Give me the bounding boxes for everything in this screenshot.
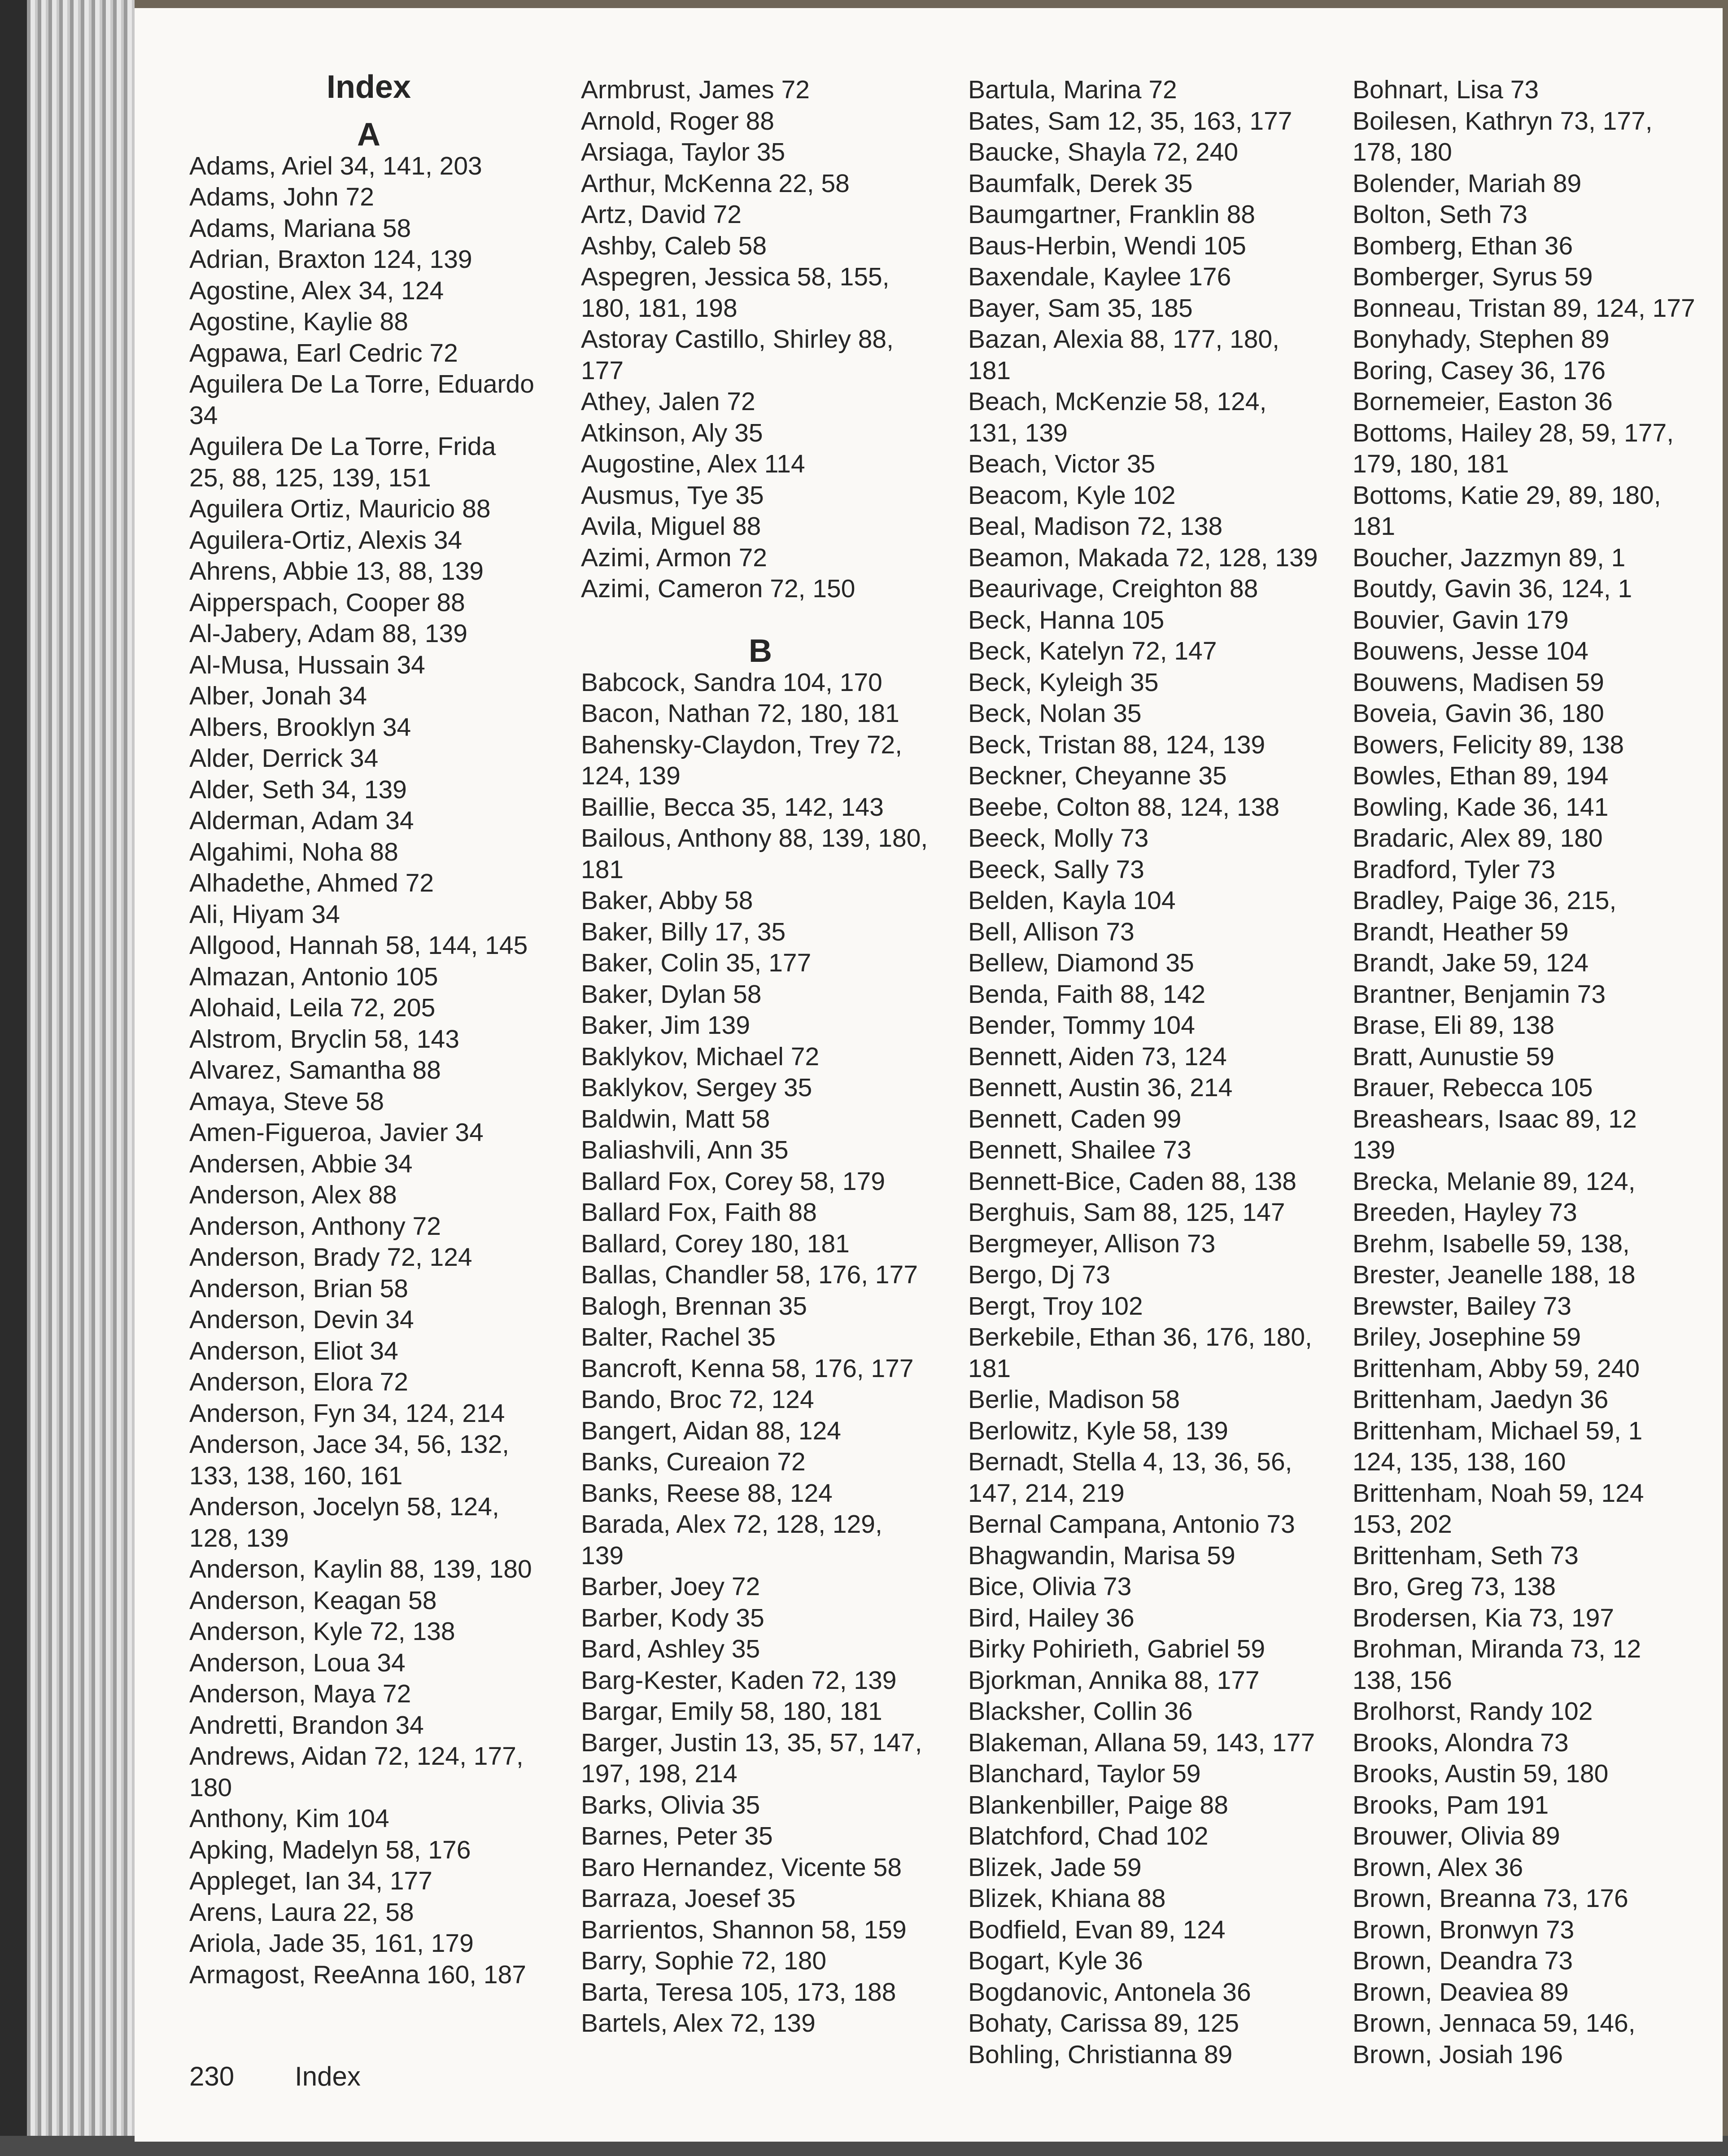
index-entry: Brown, Deaviea 89 [1353,1977,1569,2007]
index-entry: Barg-Kester, Kaden 72, 139 [581,1666,897,1695]
index-entry: Brooks, Alondra 73 [1353,1728,1569,1757]
index-entry: Bratt, Aunustie 59 [1353,1042,1554,1071]
index-entry: Anderson, Keagan 58 [189,1586,437,1615]
index-entry: Bodfield, Evan 89, 124 [968,1915,1226,1944]
index-entry: Baker, Colin 35, 177 [581,949,812,977]
index-entry: Alhadethe, Ahmed 72 [189,869,434,897]
index-entry: Bottoms, Katie 29, 89, 180, [1353,481,1661,510]
index-entry: Briley, Josephine 59 [1353,1323,1581,1351]
index-entry: 181 [968,356,1011,385]
index-entry: 138, 156 [1353,1666,1452,1695]
index-entry: Brittenham, Abby 59, 240 [1353,1354,1640,1383]
index-entry: Blizek, Jade 59 [968,1853,1142,1882]
index-entry: Beamon, Makada 72, 128, 139 [968,543,1318,572]
index-entry: Ahrens, Abbie 13, 88, 139 [189,557,484,586]
index-entry: Bergo, Dj 73 [968,1260,1110,1289]
index-entry: 25, 88, 125, 139, 151 [189,463,431,492]
index-entry: Brohman, Miranda 73, 12 [1353,1635,1641,1663]
index-entry: Anderson, Jocelyn 58, 124, [189,1492,499,1521]
index-entry: Bornemeier, Easton 36 [1353,387,1613,416]
index-entry: Armagost, ReeAnna 160, 187 [189,1960,526,1989]
index-entry: Ausmus, Tye 35 [581,481,764,510]
index-entry: Alstrom, Bryclin 58, 143 [189,1024,459,1054]
index-entry: Bergt, Troy 102 [968,1291,1143,1321]
index-entry: Bangert, Aidan 88, 124 [581,1416,841,1445]
index-entry: Bro, Greg 73, 138 [1353,1572,1556,1601]
index-entry: Brecka, Melanie 89, 124, [1353,1167,1636,1196]
index-entry: Bowles, Ethan 89, 194 [1353,761,1609,790]
index-entry: Arnold, Roger 88 [581,106,774,136]
index-entry: Anderson, Devin 34 [189,1305,414,1334]
index-entry: Brown, Jennaca 59, 146, [1353,2009,1636,2038]
index-entry: Bargar, Emily 58, 180, 181 [581,1697,882,1726]
index-entry: Bernal Campana, Antonio 73 [968,1510,1295,1539]
index-entry: Alohaid, Leila 72, 205 [189,993,436,1022]
index-entry: Anderson, Brian 58 [189,1274,408,1303]
index-entry: Aipperspach, Cooper 88 [189,588,465,617]
index-entry: Bergmeyer, Allison 73 [968,1229,1216,1258]
index-entry: Berlie, Madison 58 [968,1385,1180,1414]
index-entry: Brandt, Jake 59, 124 [1353,949,1589,977]
index-entry: Anderson, Maya 72 [189,1679,411,1708]
index-entry: Ballas, Chandler 58, 176, 177 [581,1260,918,1289]
index-entry: Appleget, Ian 34, 177 [189,1867,432,1895]
index-entry: Baucke, Shayla 72, 240 [968,138,1239,166]
index-entry: Brooks, Austin 59, 180 [1353,1759,1609,1788]
index-entry: Bowling, Kade 36, 141 [1353,792,1609,822]
index-entry: Almazan, Antonio 105 [189,962,438,991]
index-entry: Beal, Madison 72, 138 [968,512,1223,541]
index-entry: Anderson, Anthony 72 [189,1211,441,1241]
index-entry: Brown, Breanna 73, 176 [1353,1884,1628,1913]
index-entry: Beck, Tristan 88, 124, 139 [968,730,1265,759]
index-column-2 [581,74,940,2039]
index-entry: Arens, Laura 22, 58 [189,1898,414,1927]
index-entry: Bice, Olivia 73 [968,1572,1132,1601]
index-entry: Armbrust, James 72 [581,75,810,104]
index-entry: Brown, Alex 36 [1353,1853,1523,1882]
index-entry: 181 [581,855,624,884]
index-entry: Azimi, Cameron 72, 150 [581,574,855,603]
index-entry: Boucher, Jazzmyn 89, 1 [1353,543,1626,572]
index-entry: Baklykov, Michael 72 [581,1042,820,1071]
index-entry: Brown, Deandra 73 [1353,1946,1573,1975]
index-entry: Anthony, Kim 104 [189,1804,389,1833]
index-entry: Bogart, Kyle 36 [968,1946,1143,1975]
index-entry: Bennett, Aiden 73, 124 [968,1042,1227,1071]
index-entry: Blatchford, Chad 102 [968,1822,1209,1850]
index-entry: Adrian, Braxton 124, 139 [189,245,472,274]
index-entry: Bazan, Alexia 88, 177, 180, [968,325,1280,354]
index-entry: Bouwens, Jesse 104 [1353,637,1588,665]
index-entry: Belden, Kayla 104 [968,886,1176,915]
index-entry: Brester, Jeanelle 188, 18 [1353,1260,1636,1289]
page-edges [27,0,135,2156]
index-entry: Baro Hernandez, Vicente 58 [581,1853,902,1882]
index-entry: Bacon, Nathan 72, 180, 181 [581,699,899,728]
index-entry: Anderson, Fyn 34, 124, 214 [189,1399,505,1428]
index-entry: Boveia, Gavin 36, 180 [1353,699,1604,728]
index-entry: Blacksher, Collin 36 [968,1697,1193,1726]
index-entry: Anderson, Kaylin 88, 139, 180 [189,1555,532,1583]
index-entry: Al-Musa, Hussain 34 [189,650,425,679]
index-entry: Boilesen, Kathryn 73, 177, [1353,106,1653,136]
index-entry: Bradaric, Alex 89, 180 [1353,824,1603,853]
index-entry: Anderson, Jace 34, 56, 132, [189,1430,510,1459]
index-entry: Bender, Tommy 104 [968,1011,1195,1040]
index-entry: Allgood, Hannah 58, 144, 145 [189,931,528,960]
index-entry: Boring, Casey 36, 176 [1353,356,1606,385]
index-entry: Anderson, Kyle 72, 138 [189,1617,455,1646]
index-entry: Barks, Olivia 35 [581,1790,760,1819]
index-column-3 [968,74,1327,2070]
index-entry: Bohnart, Lisa 73 [1353,75,1539,104]
index-entry: Alder, Derrick 34 [189,744,379,773]
index-entry: Beckner, Cheyanne 35 [968,761,1227,790]
index-entry: Baker, Abby 58 [581,886,753,915]
index-entry: Alderman, Adam 34 [189,806,414,835]
spacer [581,605,940,636]
index-entry: Baker, Billy 17, 35 [581,917,786,946]
index-entry: Bellew, Diamond 35 [968,949,1194,977]
index-entry: Bowers, Felicity 89, 138 [1353,730,1624,759]
index-entry: Ali, Hiyam 34 [189,900,340,929]
index-entry: Bradley, Paige 36, 215, [1353,886,1617,915]
index-entry: Baumfalk, Derek 35 [968,169,1193,198]
index-entry: 34 [189,401,218,430]
index-entry: Bogdanovic, Antonela 36 [968,1977,1251,2007]
index-entry: Beck, Kyleigh 35 [968,668,1159,697]
index-entry: Boutdy, Gavin 36, 124, 1 [1353,574,1632,603]
index-entry: 181 [1353,512,1396,541]
page-title: Index [326,69,411,105]
index-entry: Brooks, Pam 191 [1353,1790,1549,1819]
index-entry: Brandt, Heather 59 [1353,917,1569,946]
index-entry: Augostine, Alex 114 [581,450,805,478]
index-entry: Azimi, Armon 72 [581,543,767,572]
index-entry: Bernadt, Stella 4, 13, 36, 56, [968,1448,1292,1476]
index-entry: Astoray Castillo, Shirley 88, [581,325,894,354]
index-entry: Bennett, Caden 99 [968,1104,1182,1133]
index-entry: 131, 139 [968,418,1068,447]
index-entry: Baker, Jim 139 [581,1011,751,1040]
index-entry: Apking, Madelyn 58, 176 [189,1835,471,1864]
index-entry: Bates, Sam 12, 35, 163, 177 [968,106,1292,136]
index-entry: Barta, Teresa 105, 173, 188 [581,1977,896,2007]
index-entry: Agpawa, Earl Cedric 72 [189,338,458,367]
index-entry: Bohling, Christianna 89 [968,2040,1233,2069]
index-entry: Arsiaga, Taylor 35 [581,138,785,166]
index-entry: Beeck, Sally 73 [968,855,1144,884]
index-entry: Bancroft, Kenna 58, 176, 177 [581,1354,914,1383]
index-entry: Bonneau, Tristan 89, 124, 177 [1353,293,1695,323]
index-entry: 178, 180 [1353,138,1452,166]
index-entry: Blizek, Khiana 88 [968,1884,1166,1913]
index-entry: Alvarez, Samantha 88 [189,1056,441,1085]
index-entry: Aguilera Ortiz, Mauricio 88 [189,494,491,523]
index-entry: Beacom, Kyle 102 [968,481,1176,510]
index-entry: Bennett-Bice, Caden 88, 138 [968,1167,1297,1196]
index-entry: Bottoms, Hailey 28, 59, 177, [1353,418,1674,447]
index-entry: Bohaty, Carissa 89, 125 [968,2009,1239,2038]
index-entry: Andrews, Aidan 72, 124, 177, [189,1742,524,1771]
index-entry: 124, 139 [581,761,681,790]
index-entry: Brouwer, Olivia 89 [1353,1822,1560,1850]
index-entry: Anderson, Eliot 34 [189,1336,398,1365]
title-spacer [189,74,548,119]
index-entry: Brittenham, Noah 59, 124 [1353,1478,1644,1508]
index-entry: Bard, Ashley 35 [581,1635,760,1663]
index-entry: Bjorkman, Annika 88, 177 [968,1666,1260,1695]
index-entry: Baker, Dylan 58 [581,980,762,1009]
index-entry: Beaurivage, Creighton 88 [968,574,1258,603]
index-entry: Bouvier, Gavin 179 [1353,605,1569,634]
index-entry: 181 [968,1354,1011,1383]
index-entry: Bando, Broc 72, 124 [581,1385,814,1414]
index-entry: Blanchard, Taylor 59 [968,1759,1201,1788]
index-entry: Avila, Miguel 88 [581,512,761,541]
index-entry: Agostine, Kaylie 88 [189,307,408,336]
index-entry: Anderson, Alex 88 [189,1181,397,1209]
index-entry: Brase, Eli 89, 138 [1353,1011,1554,1040]
index-entry: Bhagwandin, Marisa 59 [968,1541,1235,1570]
index-entry: Brauer, Rebecca 105 [1353,1073,1593,1102]
index-entry: 133, 138, 160, 161 [189,1461,403,1490]
index-entry: Adams, John 72 [189,183,374,211]
index-entry: Barada, Alex 72, 128, 129, [581,1510,882,1539]
index-entry: 179, 180, 181 [1353,450,1509,478]
index-entry: Albers, Brooklyn 34 [189,713,411,742]
index-entry: Bell, Allison 73 [968,917,1135,946]
index-entry: Brittenham, Seth 73 [1353,1541,1579,1570]
index-entry: Ballard Fox, Faith 88 [581,1198,817,1227]
index-entry: Bird, Hailey 36 [968,1603,1135,1632]
index-entry: Beebe, Colton 88, 124, 138 [968,792,1280,822]
section-letter: B [749,633,772,669]
index-entry: Baliashvili, Ann 35 [581,1136,789,1164]
index-entry: Balter, Rachel 35 [581,1323,776,1351]
index-column-1 [189,74,548,1990]
index-entry: Al-Jabery, Adam 88, 139 [189,619,467,648]
index-entry: Breashears, Isaac 89, 12 [1353,1104,1637,1133]
index-entry: Amaya, Steve 58 [189,1087,384,1116]
index-entry: Amen-Figueroa, Javier 34 [189,1118,484,1147]
index-entry: Bouwens, Madisen 59 [1353,668,1604,697]
index-entry: Athey, Jalen 72 [581,387,755,416]
section-letter: A [357,117,380,153]
index-page [135,8,1723,2142]
index-entry: Barrientos, Shannon 58, 159 [581,1915,907,1944]
index-entry: Bartels, Alex 72, 139 [581,2009,816,2038]
index-entry: Aspegren, Jessica 58, 155, [581,262,890,291]
index-entry: Beck, Nolan 35 [968,699,1142,728]
page-footer [189,2061,361,2092]
index-entry: 124, 135, 138, 160 [1353,1448,1566,1476]
index-entry: Brewster, Bailey 73 [1353,1291,1571,1321]
index-entry: Blankenbiller, Paige 88 [968,1790,1228,1819]
index-entry: Baxendale, Kaylee 176 [968,262,1231,291]
index-entry: Beeck, Molly 73 [968,824,1149,853]
index-entry: Bennett, Shailee 73 [968,1136,1191,1164]
index-entry: Barger, Justin 13, 35, 57, 147, [581,1728,922,1757]
index-entry: Ballard, Corey 180, 181 [581,1229,850,1258]
index-entry: Anderson, Elora 72 [189,1368,408,1396]
index-entry: Brodersen, Kia 73, 197 [1353,1603,1615,1632]
index-entry: Beck, Katelyn 72, 147 [968,637,1217,665]
index-entry: Baldwin, Matt 58 [581,1104,770,1133]
index-entry: Bomberg, Ethan 36 [1353,231,1573,260]
book-binding [0,0,27,2156]
index-entry: Adams, Mariana 58 [189,214,411,243]
index-entry: Barraza, Joesef 35 [581,1884,796,1913]
index-entry: 180 [189,1773,232,1802]
index-entry: Banks, Reese 88, 124 [581,1478,833,1508]
index-entry: Aguilera De La Torre, Frida [189,432,496,461]
index-column-4 [1353,74,1711,2070]
index-entry: Baus-Herbin, Wendi 105 [968,231,1246,260]
index-entry: Aguilera De La Torre, Eduardo [189,370,534,398]
index-entry: Babcock, Sandra 104, 170 [581,668,882,697]
index-entry: Alder, Seth 34, 139 [189,775,407,804]
index-entry: Baillie, Becca 35, 142, 143 [581,792,884,822]
index-entry: Barber, Joey 72 [581,1572,760,1601]
index-entry: 139 [1353,1136,1396,1164]
index-entry: Brittenham, Michael 59, 1 [1353,1416,1643,1445]
index-entry: Baklykov, Sergey 35 [581,1073,812,1102]
index-entry: 180, 181, 198 [581,293,737,323]
index-entry: Berghuis, Sam 88, 125, 147 [968,1198,1285,1227]
index-entry: Agostine, Alex 34, 124 [189,276,444,305]
index-entry: Bolender, Mariah 89 [1353,169,1582,198]
index-entry: Bayer, Sam 35, 185 [968,293,1193,323]
index-entry: Bonyhady, Stephen 89 [1353,325,1610,354]
index-entry: 153, 202 [1353,1510,1452,1539]
footer-label: Index [295,2061,361,2091]
index-entry: Brantner, Benjamin 73 [1353,980,1606,1009]
index-entry: Alber, Jonah 34 [189,682,367,710]
index-entry: Bahensky-Claydon, Trey 72, [581,730,903,759]
page-number: 230 [189,2061,235,2091]
index-entry: Algahimi, Noha 88 [189,837,398,866]
index-entry: Andersen, Abbie 34 [189,1149,413,1178]
index-entry: Bolton, Seth 73 [1353,200,1527,229]
index-entry: Anderson, Brady 72, 124 [189,1243,472,1272]
index-entry: Brown, Bronwyn 73 [1353,1915,1575,1944]
index-entry: 128, 139 [189,1523,289,1552]
index-entry: Birky Pohirieth, Gabriel 59 [968,1635,1265,1663]
index-entry: 197, 198, 214 [581,1759,737,1788]
index-entry: Beck, Hanna 105 [968,605,1165,634]
index-entry: Bennett, Austin 36, 214 [968,1073,1233,1102]
index-entry: Breeden, Hayley 73 [1353,1198,1577,1227]
index-entry: Aguilera-Ortiz, Alexis 34 [189,525,463,555]
index-entry: Brolhorst, Randy 102 [1353,1697,1593,1726]
index-entry: Ariola, Jade 35, 161, 179 [189,1929,474,1958]
index-entry: 147, 214, 219 [968,1478,1125,1508]
index-entry: Benda, Faith 88, 142 [968,980,1206,1009]
index-entry: Balogh, Brennan 35 [581,1291,807,1321]
index-entry: Artz, David 72 [581,200,742,229]
index-entry: Beach, McKenzie 58, 124, [968,387,1267,416]
index-entry: Ballard Fox, Corey 58, 179 [581,1167,886,1196]
index-entry: Adams, Ariel 34, 141, 203 [189,151,482,180]
index-entry: Brehm, Isabelle 59, 138, [1353,1229,1630,1258]
index-entry: Andretti, Brandon 34 [189,1710,424,1740]
index-entry: Berkebile, Ethan 36, 176, 180, [968,1323,1312,1351]
index-entry: Barber, Kody 35 [581,1603,764,1632]
index-entry: Anderson, Loua 34 [189,1648,406,1677]
index-entry: Bartula, Marina 72 [968,75,1177,104]
index-entry: Bomberger, Syrus 59 [1353,262,1593,291]
index-entry: Bailous, Anthony 88, 139, 180, [581,824,928,853]
index-entry: 139 [581,1541,624,1570]
index-entry: Beach, Victor 35 [968,450,1156,478]
index-entry: Berlowitz, Kyle 58, 139 [968,1416,1228,1445]
index-entry: Arthur, McKenna 22, 58 [581,169,850,198]
index-entry: Atkinson, Aly 35 [581,418,763,447]
index-entry: Barnes, Peter 35 [581,1822,773,1850]
index-entry: Blakeman, Allana 59, 143, 177 [968,1728,1315,1757]
index-entry: Brown, Josiah 196 [1353,2040,1563,2069]
index-entry: Banks, Cureaion 72 [581,1448,806,1476]
index-entry: Barry, Sophie 72, 180 [581,1946,827,1975]
index-entry: Ashby, Caleb 58 [581,231,767,260]
index-entry: 177 [581,356,624,385]
index-entry: Bradford, Tyler 73 [1353,855,1556,884]
index-entry: Brittenham, Jaedyn 36 [1353,1385,1609,1414]
index-entry: Baumgartner, Franklin 88 [968,200,1255,229]
